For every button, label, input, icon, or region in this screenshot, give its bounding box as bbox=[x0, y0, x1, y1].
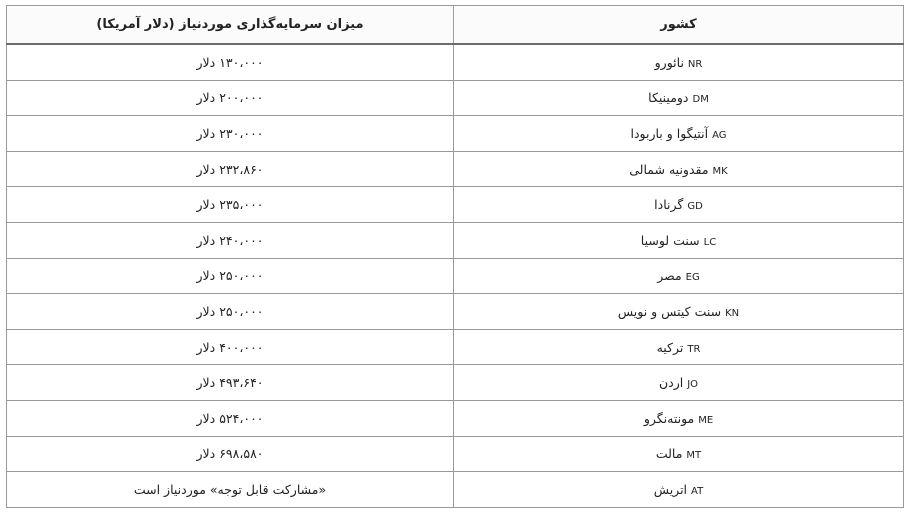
investment-amount-cell: ۵۲۴،۰۰۰ دلار bbox=[7, 400, 454, 436]
country-cell bbox=[454, 222, 904, 258]
country-code: ME bbox=[698, 414, 714, 426]
country-code: GD bbox=[687, 201, 703, 213]
table-row bbox=[7, 472, 904, 508]
table-row bbox=[7, 400, 904, 436]
table-body bbox=[7, 44, 904, 507]
country-code: KN bbox=[725, 307, 740, 319]
country-cell bbox=[454, 80, 904, 116]
country-code: LC bbox=[703, 236, 717, 248]
country-name: دومینیکا bbox=[648, 90, 689, 106]
table-row bbox=[7, 365, 904, 401]
country-name: مونته‌نگرو bbox=[643, 410, 695, 426]
investment-amount-cell: ۲۰۰،۰۰۰ دلار bbox=[7, 80, 454, 116]
country-name: اردن bbox=[658, 375, 684, 391]
country-label bbox=[654, 482, 703, 497]
country-cell bbox=[454, 365, 904, 401]
country-name: مالت bbox=[655, 446, 683, 462]
table-row bbox=[7, 80, 904, 116]
country-cell bbox=[454, 187, 904, 223]
country-cell bbox=[454, 472, 904, 508]
investment-amount-cell: ۲۳۰،۰۰۰ دلار bbox=[7, 116, 454, 152]
investment-amount-cell: ۶۹۸،۵۸۰ دلار bbox=[7, 436, 454, 472]
country-code: TR bbox=[687, 343, 701, 355]
country-name: مصر bbox=[657, 268, 682, 284]
header-investment: میزان سرمایه‌گذاری موردنیاز (دلار آمریکا) bbox=[7, 6, 454, 45]
country-name: سنت لوسیا bbox=[640, 232, 700, 248]
table-row bbox=[7, 329, 904, 365]
investment-amount-cell: ۴۰۰،۰۰۰ دلار bbox=[7, 329, 454, 365]
table-header-row bbox=[7, 6, 904, 45]
country-cell bbox=[454, 329, 904, 365]
table-row bbox=[7, 222, 904, 258]
country-cell bbox=[454, 258, 904, 294]
investment-amount-cell: ۲۳۵،۰۰۰ دلار bbox=[7, 187, 454, 223]
country-cell bbox=[454, 44, 904, 80]
table-row bbox=[7, 187, 904, 223]
country-cell bbox=[454, 436, 904, 472]
country-code: JO bbox=[687, 379, 699, 391]
country-label bbox=[641, 233, 716, 248]
table-row bbox=[7, 151, 904, 187]
country-cell bbox=[454, 400, 904, 436]
country-label bbox=[656, 446, 701, 461]
investment-table bbox=[6, 5, 904, 508]
table-row bbox=[7, 258, 904, 294]
table-row bbox=[7, 116, 904, 152]
country-name: نائورو bbox=[654, 54, 684, 70]
country-cell bbox=[454, 151, 904, 187]
country-label bbox=[629, 162, 727, 177]
country-code: EG bbox=[685, 272, 700, 284]
table-row bbox=[7, 44, 904, 80]
investment-amount-cell: ۲۳۲،۸۶۰ دلار bbox=[7, 151, 454, 187]
country-name: اتریش bbox=[653, 481, 688, 497]
country-label bbox=[655, 55, 703, 70]
table-row bbox=[7, 294, 904, 330]
country-code: AG bbox=[712, 129, 727, 141]
investment-amount-cell: ۲۴۰،۰۰۰ دلار bbox=[7, 222, 454, 258]
country-label bbox=[630, 126, 726, 141]
country-name: سنت کیتس و نویس bbox=[617, 303, 722, 319]
country-code: AT bbox=[691, 485, 704, 497]
country-label bbox=[644, 411, 713, 426]
country-name: ترکیه bbox=[656, 339, 684, 355]
investment-amount-cell: «مشارکت قابل توجه» موردنیاز است bbox=[7, 472, 454, 508]
country-label bbox=[654, 197, 703, 212]
country-code: MK bbox=[712, 165, 728, 177]
country-name: گرنادا bbox=[654, 197, 684, 213]
investment-amount-cell: ۴۹۳،۶۴۰ دلار bbox=[7, 365, 454, 401]
country-cell bbox=[454, 294, 904, 330]
country-code: DM bbox=[692, 94, 709, 106]
investment-amount-cell: ۱۳۰،۰۰۰ دلار bbox=[7, 44, 454, 80]
country-name: آنتیگوا و باربودا bbox=[630, 125, 709, 141]
country-label bbox=[648, 90, 709, 105]
country-cell bbox=[454, 116, 904, 152]
country-code: MT bbox=[686, 450, 702, 462]
country-label bbox=[657, 268, 700, 283]
country-code: NR bbox=[687, 58, 703, 70]
investment-amount-cell: ۲۵۰،۰۰۰ دلار bbox=[7, 294, 454, 330]
table-row bbox=[7, 436, 904, 472]
country-label bbox=[659, 375, 698, 390]
country-name: مقدونیه شمالی bbox=[629, 161, 709, 177]
country-label bbox=[618, 304, 739, 319]
country-label bbox=[657, 340, 701, 355]
investment-amount-cell: ۲۵۰،۰۰۰ دلار bbox=[7, 258, 454, 294]
header-country: کشور bbox=[454, 6, 904, 45]
